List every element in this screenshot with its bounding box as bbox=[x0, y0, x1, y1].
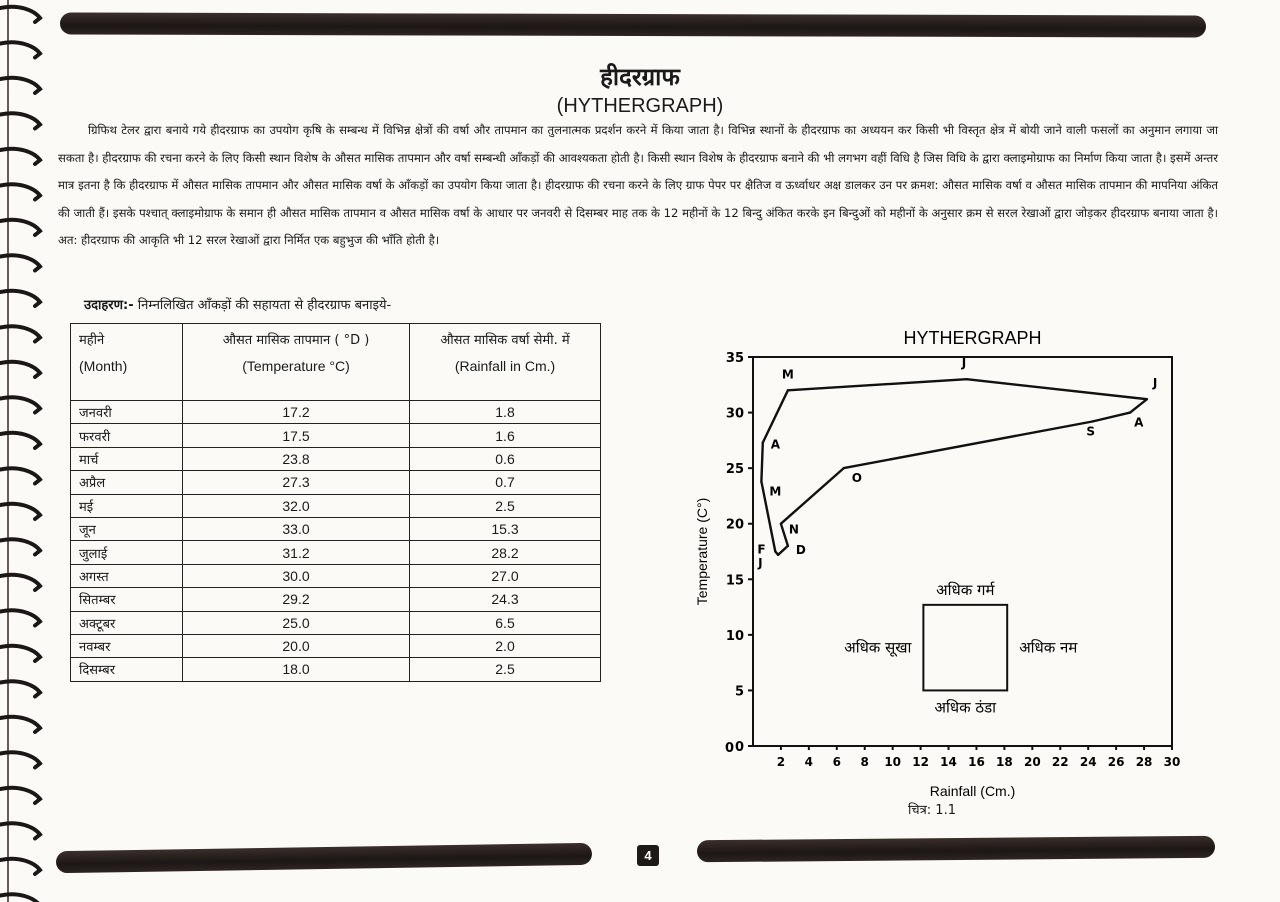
y-tick-label: 15 bbox=[725, 573, 744, 589]
temperature-cell: 20.0 bbox=[183, 634, 410, 657]
climate-data-table bbox=[70, 323, 601, 682]
plot-frame bbox=[753, 357, 1172, 746]
x-tick-label: 22 bbox=[1051, 755, 1069, 769]
x-tick-label: 28 bbox=[1135, 755, 1153, 769]
spiral-coil bbox=[0, 326, 40, 341]
point-label: J bbox=[961, 356, 967, 371]
footer-bar-left bbox=[56, 843, 592, 873]
spiral-coil bbox=[0, 681, 40, 696]
temperature-cell: 17.5 bbox=[183, 424, 410, 447]
legend-warmer: अधिक गर्म bbox=[936, 580, 995, 599]
spiral-coil bbox=[0, 468, 40, 483]
rainfall-cell: 27.0 bbox=[410, 564, 601, 587]
spiral-coil bbox=[0, 788, 40, 803]
month-cell: मई bbox=[71, 494, 183, 517]
spiral-coil bbox=[0, 539, 40, 554]
spiral-coil bbox=[0, 823, 40, 838]
spiral-binding bbox=[0, 0, 50, 902]
rainfall-cell: 1.6 bbox=[410, 424, 601, 447]
month-cell: जुलाई bbox=[71, 541, 183, 564]
spiral-coil bbox=[0, 859, 40, 874]
header-month-hindi: महीने bbox=[79, 333, 105, 348]
intro-paragraph: ग्रिफिथ टेलर द्वारा बनाये गये हीदरग्राफ का उपयोग कृषि के सम्बन्ध में विभिन्न क्षेत्रों की वर्षा और तापमान का तुलनात्मक प्रदर्शन करने में किया जाता है। विभिन्न स्थानों के हीदरग्राफ का अध्ययन कर किसी भी विस्तृत क्षेत्र में बोयी जाने वाली फसलों का अनुमान लगाया जा सकता है। हीदरग्राफ की रचना करने के लिए किसी स्थान विशेष के औसत मासिक तापमान और वर्षा सम्बन्धी आँकड़ों की आवश्यकता होती है। किसी स्थान विशेष के हीदरग्राफ बनाने की भी लगभग वहीं विधि है जिस विधि के द्वारा क्लाइमोग्राफ का निर्माण किया जाता है। इसमें अन्तर मात्र इतना है कि हीदरग्राफ में औसत मासिक तापमान और औसत मासिक वर्षा के आँकड़ों का उपयोग किया जाता है। हीदरग्राफ की रचना करने के लिए ग्राफ पेपर पर क्षैतिज व ऊर्ध्वाधर अक्ष डालकर उन पर क्रमश: औसत मासिक वर्षा व औसत मासिक तापमान की मापनिया अंकित की जाती हैं। इसके पश्चात् क्लाइमोग्राफ के समान ही औसत मासिक तापमान व औसत मासिक वर्षा के आधार पर जनवरी से दिसम्बर माह तक के 12 महीनों के 12 बिन्दु अंकित करके इन बिन्दुओं को महीनों के अनुसार क्रम से सरल रेखाओं द्वारा जोड़कर हीदरग्राफ बनाया जाता है। अत: हीदरग्राफ की आकृति भी 12 सरल रेखाओं द्वारा निर्मित एक बहुभुज की भाँति होती है। bbox=[58, 123, 1218, 247]
table-row bbox=[71, 658, 601, 681]
x-tick-label: 6 bbox=[832, 755, 841, 769]
x-tick-label: 12 bbox=[912, 755, 929, 769]
chart-title: HYTHERGRAPH bbox=[903, 328, 1042, 348]
x-tick-label: 26 bbox=[1107, 755, 1125, 769]
data-point bbox=[965, 378, 967, 380]
x-tick-label: 14 bbox=[940, 755, 957, 769]
hythergraph-polygon bbox=[761, 379, 1147, 555]
header-rainfall-english: (Rainfall in Cm.) bbox=[454, 358, 556, 374]
rainfall-cell: 2.5 bbox=[410, 658, 601, 681]
month-cell: जनवरी bbox=[71, 401, 183, 424]
y-tick-label: 30 bbox=[725, 406, 744, 422]
month-cell: दिसम्बर bbox=[71, 658, 183, 681]
spiral-coil bbox=[0, 255, 40, 270]
temperature-cell: 30.0 bbox=[183, 564, 410, 587]
month-cell: अगस्त bbox=[71, 564, 183, 587]
table-row bbox=[71, 611, 601, 634]
spiral-coil bbox=[0, 397, 40, 412]
y-axis-label: Temperature (C°) bbox=[694, 497, 710, 606]
x-tick-label: 8 bbox=[860, 755, 869, 769]
spiral-coil bbox=[0, 362, 40, 377]
x-tick-label: 4 bbox=[804, 755, 814, 769]
page-title-hindi: हीदरग्राफ bbox=[600, 62, 680, 91]
month-cell: मार्च bbox=[71, 447, 183, 470]
header-temperature-english: (Temperature °C) bbox=[242, 358, 350, 374]
temperature-cell: 33.0 bbox=[183, 517, 410, 540]
rainfall-cell: 0.6 bbox=[410, 447, 601, 470]
legend-cooler: अधिक ठंडा bbox=[934, 698, 997, 717]
y-tick-label: 25 bbox=[725, 462, 744, 478]
spiral-coil bbox=[0, 717, 40, 732]
figure-caption: चित्र: 1.1 bbox=[908, 803, 956, 818]
page-title-english: (HYTHERGRAPH) bbox=[556, 95, 724, 117]
table-row bbox=[71, 447, 601, 470]
legend-wetter: अधिक नम bbox=[1019, 638, 1078, 657]
point-label: M bbox=[781, 367, 794, 382]
table-row bbox=[71, 541, 601, 564]
rainfall-cell: 2.0 bbox=[410, 634, 601, 657]
data-point bbox=[1146, 398, 1148, 400]
spiral-coil bbox=[0, 575, 40, 590]
example-label: उदाहरण:- bbox=[84, 298, 134, 313]
data-point bbox=[1129, 411, 1131, 413]
point-label: J bbox=[758, 555, 763, 570]
table-row bbox=[71, 517, 601, 540]
data-point bbox=[760, 480, 762, 482]
header-rainfall bbox=[410, 324, 601, 401]
data-point bbox=[777, 554, 779, 556]
y-tick-label: 35 bbox=[725, 351, 744, 366]
table-row bbox=[71, 471, 601, 494]
spiral-coil bbox=[0, 433, 40, 448]
data-point bbox=[843, 467, 845, 469]
hythergraph-chart bbox=[680, 320, 1200, 800]
y-tick-label: 10 bbox=[725, 628, 744, 644]
spiral-coil bbox=[0, 7, 40, 22]
point-label: A bbox=[770, 437, 781, 452]
origin-label: 0 bbox=[724, 741, 734, 756]
table-header-row bbox=[71, 324, 601, 401]
spiral-coil bbox=[0, 504, 40, 519]
temperature-cell: 23.8 bbox=[183, 447, 410, 470]
point-label: D bbox=[795, 542, 806, 557]
legend-box bbox=[923, 605, 1007, 691]
month-cell: अप्रैल bbox=[71, 471, 183, 494]
month-cell: फरवरी bbox=[71, 424, 183, 447]
x-tick-label: 16 bbox=[968, 755, 985, 769]
table-row bbox=[71, 634, 601, 657]
rainfall-cell: 28.2 bbox=[410, 541, 601, 564]
month-cell: अक्टूबर bbox=[71, 611, 183, 634]
rainfall-cell: 2.5 bbox=[410, 494, 601, 517]
rainfall-cell: 1.8 bbox=[410, 401, 601, 424]
rainfall-cell: 24.3 bbox=[410, 588, 601, 611]
x-tick-label: 20 bbox=[1023, 755, 1041, 769]
spiral-coil bbox=[0, 894, 40, 902]
spiral-coil bbox=[0, 220, 40, 235]
header-bar bbox=[60, 12, 1206, 37]
spiral-coil bbox=[0, 752, 40, 767]
example-instruction bbox=[84, 295, 391, 313]
table-row bbox=[71, 494, 601, 517]
data-point bbox=[780, 523, 782, 525]
data-point bbox=[787, 545, 789, 547]
x-axis-label: Rainfall (Cm.) bbox=[929, 783, 1016, 799]
header-month-english: (Month) bbox=[79, 358, 128, 374]
temperature-cell: 25.0 bbox=[183, 611, 410, 634]
spiral-coil bbox=[0, 291, 40, 306]
table-row bbox=[71, 564, 601, 587]
x-tick-label: 18 bbox=[996, 755, 1013, 769]
temperature-cell: 32.0 bbox=[183, 494, 410, 517]
rainfall-cell: 6.5 bbox=[410, 611, 601, 634]
table-row bbox=[71, 401, 601, 424]
y-tick-label: 0 bbox=[734, 740, 744, 755]
temperature-cell: 29.2 bbox=[183, 588, 410, 611]
month-cell: जून bbox=[71, 517, 183, 540]
point-label: F bbox=[757, 542, 766, 557]
header-month bbox=[71, 324, 183, 401]
point-label: N bbox=[788, 522, 799, 537]
y-tick-label: 20 bbox=[725, 517, 744, 533]
x-tick-label: 2 bbox=[776, 755, 786, 769]
y-tick-label: 5 bbox=[734, 684, 744, 700]
table-row bbox=[71, 588, 601, 611]
page-number: 4 bbox=[637, 845, 659, 866]
x-tick-label: 10 bbox=[884, 755, 902, 769]
header-temperature bbox=[183, 324, 410, 401]
example-text: निम्नलिखित आँकड़ों की सहायता से हीदरग्राफ बनाइये- bbox=[137, 298, 392, 313]
temperature-cell: 31.2 bbox=[183, 541, 410, 564]
temperature-cell: 18.0 bbox=[183, 658, 410, 681]
data-point bbox=[762, 441, 764, 443]
month-cell: नवम्बर bbox=[71, 634, 183, 657]
spiral-coil bbox=[0, 42, 40, 57]
x-tick-label: 24 bbox=[1079, 755, 1097, 769]
x-tick-label: 30 bbox=[1163, 755, 1181, 769]
rainfall-cell: 15.3 bbox=[410, 517, 601, 540]
point-label: J bbox=[1152, 376, 1158, 391]
point-label: A bbox=[1134, 415, 1144, 430]
spiral-coil bbox=[0, 646, 40, 661]
legend-drier: अधिक सूखा bbox=[844, 638, 912, 657]
header-temperature-hindi: औसत मासिक तापमान ( °D ) bbox=[222, 333, 370, 348]
temperature-cell: 17.2 bbox=[183, 401, 410, 424]
month-cell: सितम्बर bbox=[71, 588, 183, 611]
footer-bar-right bbox=[697, 836, 1215, 863]
data-point bbox=[774, 550, 776, 552]
point-label: O bbox=[851, 471, 862, 486]
rainfall-cell: 0.7 bbox=[410, 471, 601, 494]
point-label: M bbox=[769, 484, 782, 499]
data-point bbox=[1091, 420, 1093, 422]
temperature-cell: 27.3 bbox=[183, 471, 410, 494]
header-rainfall-hindi: औसत मासिक वर्षा सेमी. में bbox=[440, 333, 570, 348]
spiral-coil bbox=[0, 184, 40, 199]
spiral-coil bbox=[0, 149, 40, 164]
table-row bbox=[71, 424, 601, 447]
point-label: S bbox=[1086, 424, 1096, 439]
data-point bbox=[787, 389, 789, 391]
spiral-coil bbox=[0, 610, 40, 625]
